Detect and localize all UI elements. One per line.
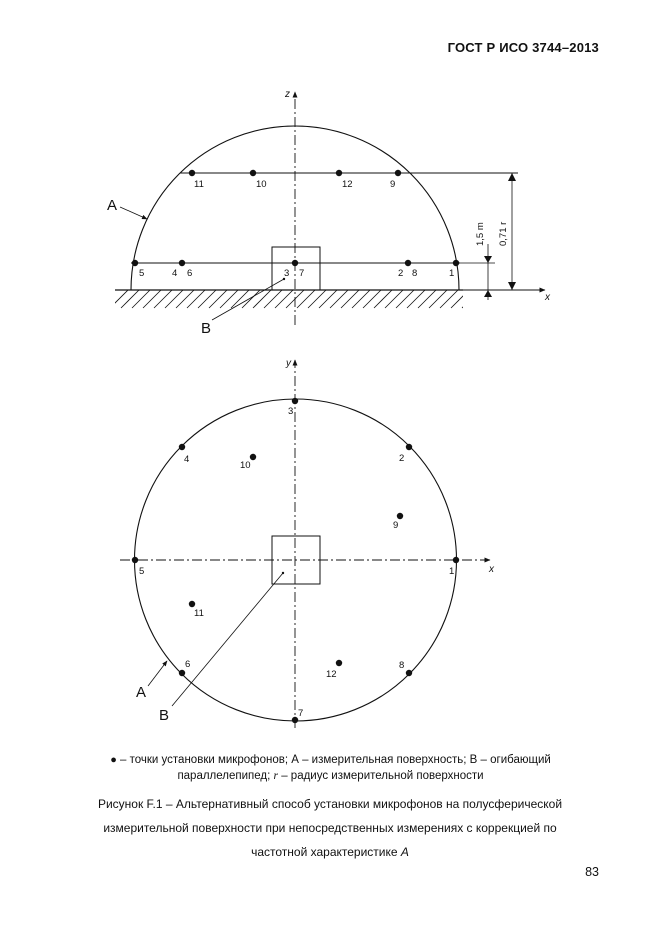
elevation-points bbox=[132, 170, 459, 266]
document-header: ГОСТ Р ИСО 3744–2013 bbox=[447, 40, 599, 55]
elevation-point-label: 10 bbox=[256, 179, 267, 190]
ground-hatch-stroke bbox=[407, 290, 425, 308]
ground-hatch-stroke bbox=[187, 290, 205, 308]
ground-hatch-stroke bbox=[198, 290, 216, 308]
dim-071r-arrow-top bbox=[508, 173, 516, 181]
plan-point-label: 11 bbox=[194, 608, 204, 619]
plan-mic-point bbox=[406, 444, 412, 450]
plan-mic-point bbox=[189, 601, 195, 607]
ground-hatch-stroke bbox=[264, 290, 282, 308]
elevation-enveloping-box bbox=[272, 247, 320, 290]
dim-071r-arrow-bottom bbox=[508, 282, 516, 290]
elevation-point-label: 8 bbox=[412, 268, 418, 279]
ground-hatch-stroke bbox=[308, 290, 326, 308]
ground-hatch-stroke bbox=[110, 290, 128, 308]
dim-15m-arrow-top bbox=[484, 256, 492, 263]
caption-line-1: Рисунок F.1 – Альтернативный способ установки микрофонов на полусферической bbox=[97, 797, 563, 811]
legend-text-2a: параллелепипед; bbox=[177, 770, 271, 782]
elevation-mic-point bbox=[179, 260, 185, 266]
caption-line-2: измерительной поверхности при непосредственных измерениях с коррекцией по bbox=[103, 821, 557, 835]
legend-bullet: ● bbox=[110, 754, 117, 766]
plan-mic-point bbox=[406, 670, 412, 676]
plan-point-label: 10 bbox=[240, 460, 251, 471]
elevation-mic-point bbox=[250, 170, 256, 176]
elevation-A-leader bbox=[120, 207, 147, 219]
plan-y-label: y bbox=[286, 358, 291, 369]
plan-point-label: 9 bbox=[393, 520, 399, 531]
ground-hatch-stroke bbox=[242, 290, 260, 308]
elevation-point-label: 2 bbox=[398, 268, 404, 279]
figure-caption bbox=[40, 792, 620, 864]
plan-mic-point bbox=[336, 660, 342, 666]
legend-r-symbol: r bbox=[273, 770, 279, 782]
ground-hatch-stroke bbox=[275, 290, 293, 308]
elevation-mic-point bbox=[336, 170, 342, 176]
ground-hatch-stroke bbox=[429, 290, 447, 308]
plan-B-anchor bbox=[282, 572, 284, 574]
plan-point-label: 2 bbox=[399, 453, 405, 464]
plan-point-label: 6 bbox=[185, 659, 191, 670]
ground-hatch-stroke bbox=[231, 290, 249, 308]
dim-15m-label: 1,5 m bbox=[475, 222, 486, 246]
ground-hatch-stroke bbox=[253, 290, 271, 308]
plan-x-label: x bbox=[489, 564, 494, 575]
plan-mic-point bbox=[453, 557, 459, 563]
ground-hatch-stroke bbox=[220, 290, 238, 308]
plan-mic-point bbox=[397, 513, 403, 519]
ground-hatch-stroke bbox=[418, 290, 436, 308]
ground-hatch-stroke bbox=[154, 290, 172, 308]
elevation-mic-point bbox=[132, 260, 138, 266]
ground-hatch-stroke bbox=[396, 290, 414, 308]
ground-hatch-stroke bbox=[341, 290, 359, 308]
plan-point-label: 12 bbox=[326, 669, 337, 680]
elevation-B-label: B bbox=[201, 320, 212, 337]
ground-hatch-stroke bbox=[319, 290, 337, 308]
plan-mic-point bbox=[132, 557, 138, 563]
caption-text-3: частотной характеристике bbox=[251, 845, 398, 859]
ground-hatch-stroke bbox=[352, 290, 370, 308]
elevation-mic-point bbox=[395, 170, 401, 176]
elevation-A-label: A bbox=[107, 197, 118, 214]
legend-line-2 bbox=[0, 768, 661, 784]
ground-hatch-stroke bbox=[121, 290, 139, 308]
ground-hatch-stroke bbox=[143, 290, 161, 308]
caption-italic-A: A bbox=[400, 845, 409, 859]
plan-mic-point bbox=[179, 444, 185, 450]
elevation-point-label: 11 bbox=[194, 179, 204, 190]
dim-071r-label: 0,71 r bbox=[498, 221, 509, 246]
ground-hatch-stroke bbox=[440, 290, 458, 308]
ground-hatch-stroke bbox=[462, 290, 480, 308]
elevation-mic-point bbox=[292, 260, 298, 266]
plan-points bbox=[132, 398, 459, 723]
plan-point-label: 1 bbox=[449, 566, 455, 577]
plan-mic-point bbox=[179, 670, 185, 676]
ground-hatching bbox=[110, 290, 491, 308]
ground-hatch-stroke bbox=[374, 290, 392, 308]
figure-legend bbox=[0, 752, 661, 784]
plan-point-label: 7 bbox=[298, 708, 304, 719]
ground-hatch-stroke bbox=[209, 290, 227, 308]
elevation-mic-point bbox=[453, 260, 459, 266]
elevation-point-label: 1 bbox=[449, 268, 455, 279]
ground-hatch-stroke bbox=[451, 290, 469, 308]
page-number: 83 bbox=[585, 865, 599, 879]
plan-B-label: B bbox=[159, 707, 170, 724]
ground-hatch-stroke bbox=[330, 290, 348, 308]
ground-hatch-stroke bbox=[176, 290, 194, 308]
elevation-point-label: 4 bbox=[172, 268, 178, 279]
dim-15m-arrow-bottom bbox=[484, 290, 492, 297]
ground-hatch-stroke bbox=[165, 290, 183, 308]
ground-hatch-stroke bbox=[297, 290, 315, 308]
elevation-view bbox=[107, 89, 551, 337]
ground-hatch-stroke bbox=[363, 290, 381, 308]
plan-B-leader bbox=[172, 573, 283, 706]
plan-point-label: 4 bbox=[184, 454, 190, 465]
elevation-z-label: z bbox=[285, 89, 290, 100]
elevation-point-label: 12 bbox=[342, 179, 353, 190]
legend-text-2b: – радиус измерительной поверхности bbox=[281, 770, 484, 782]
elevation-point-label: 7 bbox=[299, 268, 305, 279]
ground-hatch-stroke bbox=[385, 290, 403, 308]
elevation-B-leader bbox=[212, 279, 284, 320]
caption-line-3 bbox=[40, 840, 620, 864]
elevation-point-label: 9 bbox=[390, 179, 396, 190]
plan-A-label: A bbox=[136, 684, 147, 701]
plan-point-label: 5 bbox=[139, 566, 145, 577]
elevation-x-label: x bbox=[545, 292, 550, 303]
plan-point-label: 8 bbox=[399, 660, 405, 671]
legend-line-1 bbox=[0, 752, 661, 768]
elevation-point-label: 3 bbox=[284, 268, 290, 279]
elevation-mic-point bbox=[189, 170, 195, 176]
legend-text-1: – точки установки микрофонов; А – измерительная поверхность; В – огибающий bbox=[116, 754, 551, 766]
elevation-point-label: 5 bbox=[139, 268, 145, 279]
plan-point-label: 3 bbox=[288, 406, 294, 417]
plan-A-leader bbox=[148, 661, 167, 686]
plan-view bbox=[120, 358, 495, 728]
plan-mic-point bbox=[292, 398, 298, 404]
elevation-mic-point bbox=[405, 260, 411, 266]
ground-hatch-stroke bbox=[132, 290, 150, 308]
elevation-point-label: 6 bbox=[187, 268, 193, 279]
plan-mic-point bbox=[250, 454, 256, 460]
